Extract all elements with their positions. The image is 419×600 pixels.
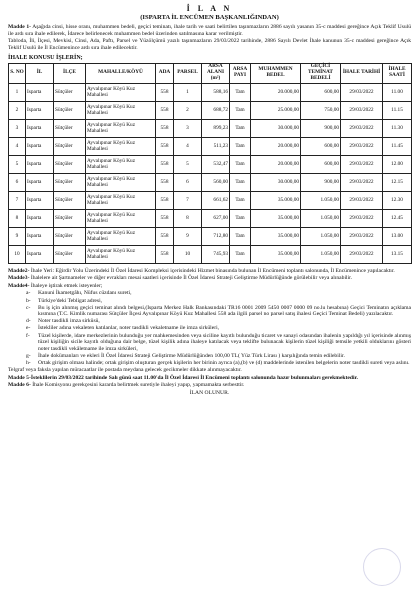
col-header: İHALE TARİHİ [341,63,383,83]
list-item-text: Kanuni İkametgâhı, Nüfus cüzdanı sureti, [38,290,132,297]
table-cell: Tam [230,101,251,119]
col-header: GEÇİCİ TEMİNAT BEDELİ [301,63,341,83]
table-cell: 20.000,00 [251,137,301,155]
article-2-label: Madde2- [8,267,30,274]
article-1 [8,24,411,37]
table-cell: Tam [230,119,251,137]
article-5-text: İsteklilerin 29/03/2022 tarihinde Salı günü saat 11.00'da İl Özel İdaresi İl Encümeni toplantı salonunda hazır bulunmaları gerekmektedir. [30,374,358,381]
table-row [9,101,412,119]
table-cell: Ayvalıpınar Köyü Kuz Mahallesi [86,245,156,263]
table-header-row [9,63,412,83]
table-cell: 29/03/2022 [341,119,383,137]
list-item-marker: c- [26,304,31,311]
table-cell: 688,72 [202,101,230,119]
col-header: İHALE SAATİ [383,63,412,83]
table-cell: 9 [9,227,26,245]
table-cell: 11.45 [383,137,412,155]
table-cell: 35.000,00 [251,191,301,209]
col-header: MUHAMMEN BEDEL [251,63,301,83]
table-cell: Isparta [26,245,54,263]
table-row [9,83,412,101]
table-cell: 8 [174,209,202,227]
table-cell: Isparta [26,155,54,173]
list-item [26,297,411,305]
table-cell: 1.050,00 [301,227,341,245]
article-2-text: İhale Yeri: Eğirdir Yolu Üzerindeki İl Özel İdaresi Kompleksi içerisindeki Hizmet binasında bulunan İl Encümeni toplantı salonunda, İl Encümenince yapılacaktır. [29,267,395,274]
article-4-text: İhaleye iştirak etmek isteyenler; [29,282,103,289]
articles [8,268,411,397]
table-cell: Tam [230,245,251,263]
closing-text: İLAN OLUNUR. [189,389,230,396]
table-cell: Sütçüler [54,155,86,173]
table-row [9,173,412,191]
table-cell: 900,00 [301,173,341,191]
table-cell: 13.00 [383,227,412,245]
table-cell: 558 [156,245,174,263]
article-5 [8,375,411,382]
table-cell: 20.000,00 [251,155,301,173]
table-cell: Ayvalıpınar Köyü Kuz Mahallesi [86,119,156,137]
col-header: ADA [156,63,174,83]
list-item [26,290,411,297]
table-row [9,137,412,155]
article-1-detail: Tabloda, İli, İlçesi, Mevkisi, Cinsi, Ada, Paftı, Parsel ve Yüzölçümü yazılı taşınmazların 29/03/2022 tarihinde, 2886 Sayılı Devlet İhale kanunun 35-c maddesi gereğince Açık Teklif Usulü ile İl Encümenince ardı sıra ihale edilecektir. [8,38,411,51]
table-cell: 12.45 [383,209,412,227]
table-cell: 6 [9,173,26,191]
list-item-marker: d- [26,318,31,325]
table-body [9,83,412,263]
list-item-text: İhale dokümanları ve ekleri İl Özel İdaresi Strateji Geliştirme Müdürlüğünden 100,00 TL( Yüz Türk Lirası ) karşılığında temin edilebilir. [38,352,345,359]
table-cell: Ayvalıpınar Köyü Kuz Mahallesi [86,209,156,227]
table-cell: Sütçüler [54,245,86,263]
table-cell: 10 [9,245,26,263]
article-5-label: Madde 5- [8,374,31,381]
list-item-text: Ortak girişim olması halinde; ortak girişim oluşturan gerçek kişilerin her birinin ayrıca (a),(b) ve (d) maddelerinde istenilen belgelerin noter tasdikli sureti veya aslını. [38,359,410,366]
table-cell: 5 [174,155,202,173]
list-item-marker: e- [26,325,31,332]
table-cell: 7 [9,191,26,209]
table-cell: 1.050,00 [301,191,341,209]
table-cell: 560,00 [202,173,230,191]
table-cell: Ayvalıpınar Köyü Kuz Mahallesi [86,137,156,155]
table-cell: 558 [156,137,174,155]
table-cell: Isparta [26,227,54,245]
table-cell: 6 [174,173,202,191]
table-cell: Isparta [26,173,54,191]
col-header: MAHALLE/KÖYÜ [86,63,156,83]
table-cell: Ayvalıpınar Köyü Kuz Mahallesi [86,83,156,101]
table-cell: 35.000,00 [251,209,301,227]
table-cell: 25.000,00 [251,101,301,119]
col-header: S. NO [9,63,26,83]
table-cell: Isparta [26,119,54,137]
table-cell: 2 [9,101,26,119]
table-cell: 12.30 [383,191,412,209]
table-cell: 627,00 [202,209,230,227]
list-item-marker: b- [26,297,31,304]
list-item-text: Türkiye'deki Tebligat adresi, [38,297,103,304]
list-item-marker: g- [26,352,31,359]
article-4 [8,283,411,290]
table-cell: Sütçüler [54,83,86,101]
table-cell: 11.15 [383,101,412,119]
table-cell: 35.000,00 [251,227,301,245]
telegraph-note: Telgraf veya faksla yapılan müracaatlar ile postada meydana gelecek gecikmeler dikkate alınmayacaktır. [8,366,242,373]
table-cell: Sütçüler [54,137,86,155]
table-cell: 30.000,00 [251,173,301,191]
table-cell: 8 [9,209,26,227]
article-6 [8,382,411,389]
table-row [9,227,412,245]
table-cell: 558 [156,83,174,101]
table-cell: 29/03/2022 [341,173,383,191]
table-cell: Sütçüler [54,209,86,227]
col-header: İLÇE [54,63,86,83]
table-cell: 558 [156,191,174,209]
table-row [9,191,412,209]
table-cell: Tam [230,191,251,209]
table-cell: Tam [230,173,251,191]
table-cell: 558 [156,155,174,173]
table-cell: 29/03/2022 [341,245,383,263]
table-cell: 899,23 [202,119,230,137]
table-cell: Sütçüler [54,173,86,191]
table-cell: 558 [156,173,174,191]
list-item-text: Bu iş için alınmış geçici teminat alındı belgesi,(Isparta Merkez Halk Bankasındaki TR16 0001 2009 5450 0007 0000 09 no.lu hesabına) Geçici Teminatın açıklama kısmına (T.C. Kimlik numarası Sütçüler İlçesi Ayvalıpınar Köyü Kuz Mahallesi 558 ada ilgili parsel no parsel satış ihalesi Geçici Teminat Bedeli) yazılacaktır. [38,304,411,318]
article-1-text: Aşağıda cinsi, hisse oranı, muhammen bedeli, geçici teminatı, ihale tarih ve saati belirtilen taşınmazların 2886 sayılı yasanın 35-c maddesi gereğince Açık Teklif Usulü ile ardı sıra ihale edilerek, İdarece belirlenecek muhammen bedel üzerinden satılmasına karar verilmiştir. [8,24,411,37]
list-item-marker: a- [26,290,31,297]
table-cell: 588,16 [202,83,230,101]
list-item-marker: h- [26,359,31,366]
table-cell: Tam [230,155,251,173]
table-cell: Sütçüler [54,227,86,245]
table-cell: 532,47 [202,155,230,173]
table-cell: 4 [9,137,26,155]
requirements-list [8,290,411,366]
table-cell: 1 [174,83,202,101]
table-cell: Ayvalıpınar Köyü Kuz Mahallesi [86,191,156,209]
table-cell: 7 [174,191,202,209]
list-item [26,332,411,353]
page-title: İ L A N [186,4,233,13]
table-cell: 29/03/2022 [341,101,383,119]
table-cell: 745,93 [202,245,230,263]
table-cell: Tam [230,83,251,101]
table-cell: 1 [9,83,26,101]
list-item [26,304,411,318]
table-cell: 712,80 [202,227,230,245]
table-cell: Tam [230,227,251,245]
article-6-label: Madde 6- [8,382,31,389]
table-cell: 29/03/2022 [341,155,383,173]
article-4-label: Madde4- [8,282,30,289]
table-cell: 750,00 [301,101,341,119]
article-1-label: Madde 1- [8,24,32,31]
table-cell: 558 [156,101,174,119]
table-row [9,245,412,263]
table-cell: Tam [230,209,251,227]
table-cell: 600,00 [301,155,341,173]
table-cell: 661,62 [202,191,230,209]
table-cell: 900,00 [301,119,341,137]
table-cell: Ayvalıpınar Köyü Kuz Mahallesi [86,227,156,245]
table-cell: 600,00 [301,137,341,155]
list-item-text: Tüzel kişilerde, idare merkezlerinin bulunduğu yer mahkemesinden veya siciline kayıtlı bulunduğu ticaret ve sanayi odasından ihalenin yapıldığı yıl içerisinde alınmış tüzel kişiliğin sicile kayıtlı olduğuna dair belge, tüzel kişilik adına ihaleye katılacak veya teklifte bulunacak kişilerin tüzel kişiliği temsile yetkili olduklarını gösteri noter tasdikli vekâletname ile imza sirküleri, [38,332,411,352]
list-item-text: İstekliler adına vekaleten katılanlar, noter tasdikli vekaletname ile imza sirküleri, [38,325,220,332]
table-cell: Ayvalıpınar Köyü Kuz Mahallesi [86,155,156,173]
table-cell: 9 [174,227,202,245]
table-cell: 12.00 [383,155,412,173]
table-cell: Sütçüler [54,119,86,137]
list-item-marker: f- [26,332,30,339]
list-item [26,325,411,332]
table-cell: Ayvalıpınar Köyü Kuz Mahallesi [86,101,156,119]
table-cell: 29/03/2022 [341,227,383,245]
table-cell: 35.000,00 [251,245,301,263]
table-cell: Ayvalıpınar Köyü Kuz Mahallesi [86,173,156,191]
table-cell: 511,23 [202,137,230,155]
announcement-page [8,4,411,396]
list-item [26,359,411,367]
col-header: PARSEL [174,63,202,83]
table-cell: 558 [156,119,174,137]
table-cell: 2 [174,101,202,119]
issuer-subtitle: (ISPARTA İL ENCÜMEN BAŞKANLIĞINDAN) [140,14,279,22]
table-cell: Isparta [26,209,54,227]
col-header: ARSA PAYI [230,63,251,83]
list-item [26,352,411,360]
section-title: İHALE KONUSU İŞLERİN; [8,54,83,61]
table-cell: 29/03/2022 [341,83,383,101]
table-cell: 13.15 [383,245,412,263]
table-cell: 29/03/2022 [341,209,383,227]
table-cell: 12.15 [383,173,412,191]
table-cell: 10 [174,245,202,263]
col-header: ARSA ALANI (m²) [202,63,230,83]
table-cell: 1.050,00 [301,209,341,227]
table-row [9,155,412,173]
table-row [9,119,412,137]
table-cell: 3 [174,119,202,137]
official-stamp [363,548,401,586]
table-cell: 1.050,00 [301,245,341,263]
table-cell: 29/03/2022 [341,191,383,209]
table-cell: Sütçüler [54,101,86,119]
table-cell: 558 [156,227,174,245]
article-2 [8,268,411,275]
table-cell: Isparta [26,83,54,101]
tender-table [8,63,412,264]
table-cell: Isparta [26,137,54,155]
table-cell: 11.30 [383,119,412,137]
table-cell: Isparta [26,191,54,209]
table-cell: 4 [174,137,202,155]
col-header: İL [26,63,54,83]
article-3 [8,275,411,282]
table-cell: Isparta [26,101,54,119]
article-6-text: İhale Komisyonu gerekçesini kararda belirtmek suretiyle ihaleyi yapıp, yapmamakta serbesttir. [30,382,245,389]
table-row [9,209,412,227]
article-3-text: İhalelere ait Şartnameler ve diğer evrakları mesai saatleri içerisinde İl Özel İdaresi Strateji Geliştirme Müdürlüğünde görülebilir veya alınabilir. [29,275,353,282]
article-3-label: Madde3- [8,275,30,282]
table-cell: 29/03/2022 [341,137,383,155]
table-cell: Tam [230,137,251,155]
table-cell: 3 [9,119,26,137]
table-cell: 30.000,00 [251,119,301,137]
table-cell: 11.00 [383,83,412,101]
table-cell: 20.000,00 [251,83,301,101]
list-item [26,318,411,325]
list-item-text: Noter tasdikli imza sirküsü, [38,318,100,325]
table-cell: 558 [156,209,174,227]
table-cell: Sütçüler [54,191,86,209]
table-cell: 5 [9,155,26,173]
table-cell: 600,00 [301,83,341,101]
